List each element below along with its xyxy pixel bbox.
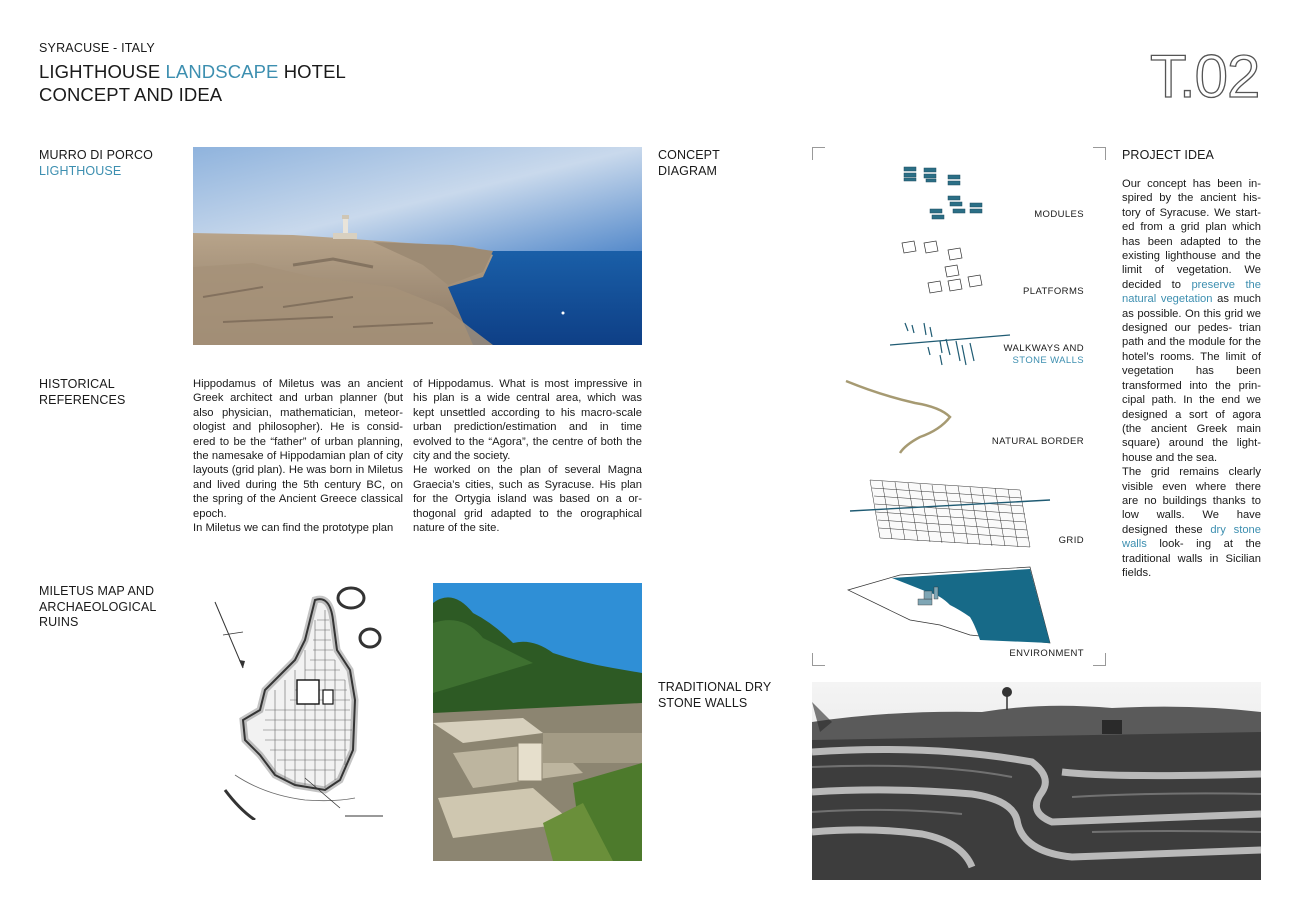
lighthouse-photo [193, 147, 642, 345]
platforms-label: PLATFORMS [1023, 286, 1084, 297]
walkways-label [1004, 343, 1084, 367]
project-p2-accent: dry stone walls [1122, 523, 1261, 551]
walls-label-line1: TRADITIONAL DRY [658, 680, 772, 694]
historical-paragraph-2: In Miletus we can find the prototype plan [193, 522, 394, 535]
walkways-label-line1: WALKWAYS AND [1003, 343, 1084, 354]
stone-walls-photo [812, 682, 1261, 880]
project-idea-label: PROJECT IDEA [1122, 148, 1214, 162]
miletus-label-line2: ARCHAEOLOGICAL [39, 599, 157, 614]
modules-label: MODULES [1034, 209, 1084, 220]
project-p2-text-a: The grid remains clearly visible even where there are no buildings thanks to low walls. We have designed these [1122, 466, 1261, 536]
lighthouse-label-line2: LIGHTHOUSE [39, 163, 122, 178]
project-idea-text [1122, 177, 1261, 580]
environment-layer [848, 567, 1050, 643]
miletus-map [205, 580, 390, 820]
title-line [39, 60, 346, 83]
frame-corner-br [1093, 653, 1106, 666]
natural-border-label: NATURAL BORDER [991, 436, 1084, 447]
historical-label-line2: REFERENCES [39, 392, 126, 407]
environment-label: ENVIRONMENT [1009, 648, 1084, 659]
concept-label-line2: DIAGRAM [658, 163, 718, 178]
miletus-section-label [39, 584, 156, 631]
location-label: SYRACUSE - ITALY [39, 41, 155, 55]
modules-layer [904, 167, 982, 219]
project-paragraph-2 [1122, 465, 1261, 580]
historical-text-col2 [413, 377, 642, 535]
project-p1-accent: preserve the natural vegetation [1122, 278, 1261, 306]
page-code: T.02 [1150, 43, 1260, 110]
grid-layer [850, 480, 1050, 547]
title-accent: LANDSCAPE [165, 61, 279, 82]
walkways-layer [890, 323, 1010, 365]
project-paragraph-1 [1122, 177, 1261, 465]
platforms-layer [902, 241, 982, 293]
miletus-label-line3: RUINS [39, 615, 79, 630]
concept-section-label [658, 148, 720, 179]
project-p1-text-b: as much as possible. On this grid we designed our pedes- trian path and the module for the hotel’s rooms. The limit of vegetation has been transformed into the prin- cipal path. In the end we designed a sort of agora (the ancient Greek main square) around the light- house and the sea. [1122, 293, 1261, 464]
page-subtitle: CONCEPT AND IDEA [39, 84, 223, 105]
ruins-photo [433, 583, 642, 861]
walls-section-label [658, 680, 771, 711]
page-title [39, 60, 346, 106]
project-p2-text-b: look- ing at the traditional walls in Sicilian fields. [1122, 538, 1261, 579]
concept-label-line1: CONCEPT [658, 148, 720, 162]
lighthouse-label-line1: MURRO DI PORCO [39, 148, 153, 162]
historical-paragraph-4: He worked on the plan of several Magna Graecia’s cities, such as Syracuse. His plan for the Ortygia island was based on a or- thogonal grid adapted to the orographical nature of the site. [413, 464, 642, 535]
frame-corner-tr [1093, 147, 1106, 160]
project-p1-text-a: Our concept has been in- spired by the ancient his- tory of Syracuse. We start- ed from a grid plan which has been adapted to the existing lighthouse and the limit of vegetation. We decided to [1122, 178, 1261, 291]
historical-label-line1: HISTORICAL [39, 377, 115, 391]
historical-text-col1 [193, 377, 403, 535]
historical-section-label [39, 377, 125, 408]
grid-label: GRID [1058, 535, 1084, 546]
natural-border-line [846, 381, 950, 453]
concept-diagram [820, 155, 1090, 665]
walls-label-line2: STONE WALLS [658, 695, 748, 710]
walkways-label-line2: STONE WALLS [1012, 355, 1084, 366]
title-part1: LIGHTHOUSE [39, 61, 166, 82]
lighthouse-section-label [39, 148, 153, 179]
title-part2: HOTEL [278, 61, 346, 82]
historical-paragraph-3: of Hippodamus. What is most impressive in his plan is a wide central area, which was kept unsettled according to his macro-scale urban prediction/estimation and in time evolved to the “Agora”, the centre of both the city and the society. [413, 378, 642, 463]
miletus-label-line1: MILETUS MAP AND [39, 584, 155, 598]
historical-paragraph-1: Hippodamus of Miletus was an ancient Greek architect and urban planner (but also physician, mathematician, meteor- ologist and philosopher). He is consid- ered to be the “father” of urban planning, the namesake of Hippodamian plan of city layouts (grid plan). He was born in Miletus and lived during the 5th century BC, on the spring of the Ancient Greece classical epoch. [193, 378, 403, 520]
